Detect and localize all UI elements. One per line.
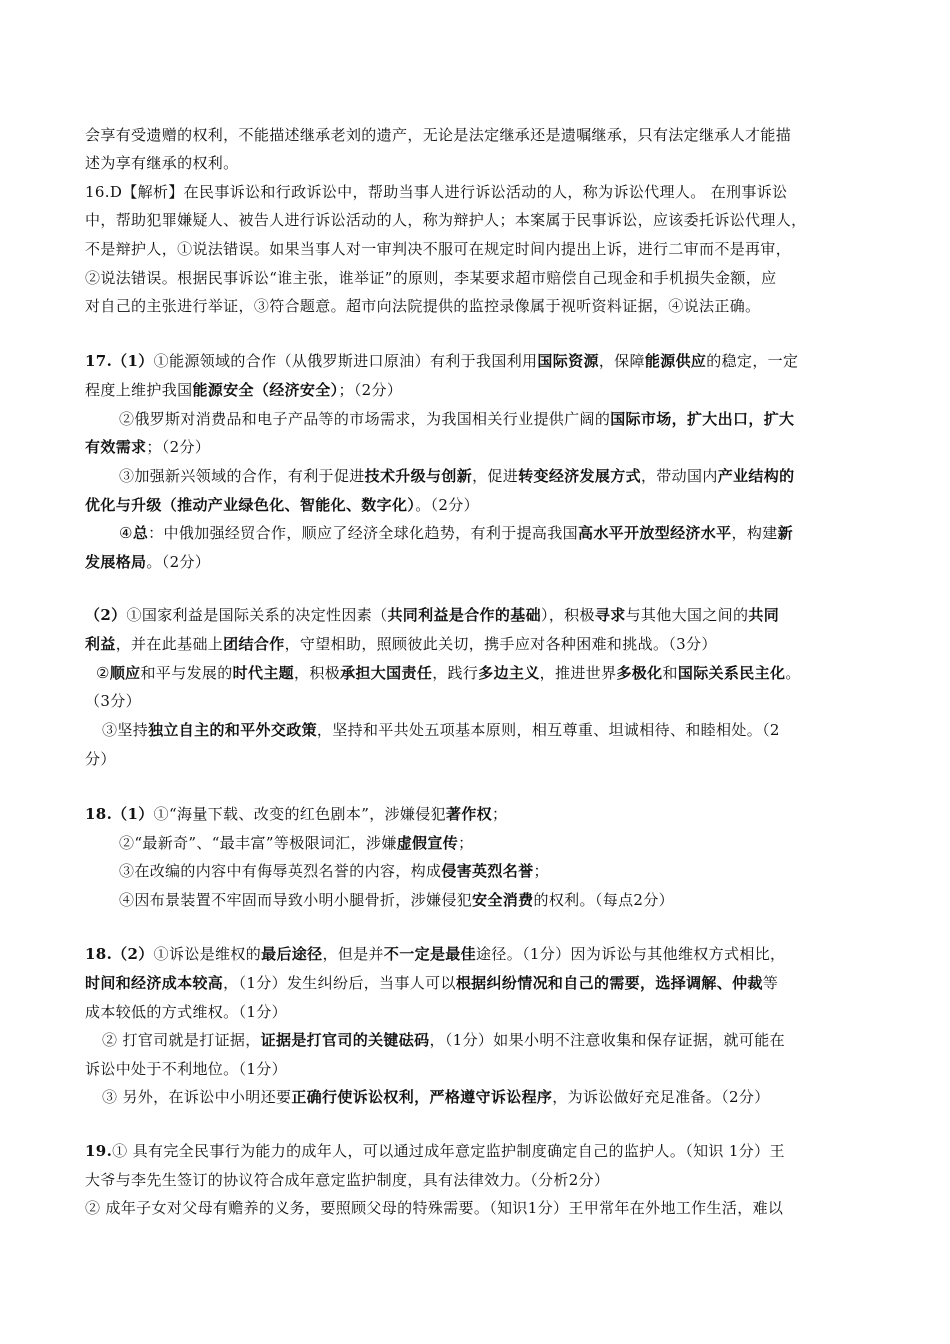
text-segment: 会享有受遗赠的权利，不能描述继承老刘的遗产，无论是法定继承还是遗嘱继承，只有法定继承人才能描 bbox=[85, 126, 792, 144]
text-segment: ④因布景装置不牢固而导致小明小腿骨折，涉嫌侵犯 bbox=[119, 891, 473, 909]
text-segment: ③ 另外，在诉讼中小明还要 bbox=[102, 1088, 292, 1106]
text-segment: ③加强新兴领域的合作，有利于促进 bbox=[119, 467, 365, 485]
text-segment: ②说法错误。根据民事诉讼“谁主张，谁举证”的原则，李某要求超市赔偿自己现金和手机损失金额，应 bbox=[85, 269, 777, 287]
bold-keyword: 17.（1） bbox=[85, 352, 154, 370]
text-segment: ，推进世界 bbox=[539, 664, 617, 682]
text-line bbox=[102, 720, 780, 740]
text-line bbox=[119, 409, 794, 429]
bold-keyword: 19. bbox=[85, 1142, 113, 1160]
text-segment: 不是辩护人，①说法错误。如果当事人对一审判决不服可在规定时间内提出上诉，进行二审而不是再审， bbox=[85, 240, 792, 258]
text-line bbox=[85, 634, 717, 654]
text-segment: ； bbox=[492, 805, 508, 823]
text-segment: 和平与发展的 bbox=[140, 664, 233, 682]
text-line bbox=[119, 523, 793, 543]
text-segment: 与其他大国之间的 bbox=[625, 606, 749, 624]
text-segment: ①能源领域的合作（从俄罗斯进口原油）有利于我国利用 bbox=[153, 352, 538, 370]
bold-keyword: 时间和经济成本较高 bbox=[85, 974, 224, 992]
text-line bbox=[85, 1141, 785, 1161]
text-line bbox=[85, 691, 141, 711]
text-segment: ； bbox=[533, 862, 549, 880]
bold-keyword: （2） bbox=[85, 606, 127, 624]
text-line bbox=[85, 380, 402, 400]
bold-keyword: 顺应 bbox=[109, 664, 141, 682]
bold-keyword: 共同利益是合作的基础 bbox=[387, 606, 541, 624]
bold-keyword: 安全消费 bbox=[472, 891, 534, 909]
bold-keyword: 总 bbox=[132, 524, 149, 542]
bold-keyword: 技术升级与创新 bbox=[364, 467, 473, 485]
text-line bbox=[85, 210, 806, 230]
bold-keyword: 侵害英烈名誉 bbox=[441, 862, 534, 880]
bold-keyword: 承担大国责任 bbox=[340, 664, 433, 682]
text-line bbox=[102, 1030, 785, 1050]
text-line bbox=[85, 153, 239, 173]
text-line bbox=[85, 804, 507, 824]
bold-keyword: 不一定是最佳 bbox=[383, 945, 477, 963]
text-line bbox=[119, 466, 794, 486]
text-segment: 诉讼中处于不利地位。（1分） bbox=[85, 1060, 287, 1078]
text-segment: ，促进 bbox=[472, 467, 519, 485]
text-segment: ，坚持和平共处五项基本原则，相互尊重、坦诚相待、和睦相处。（2 bbox=[316, 721, 780, 739]
bold-keyword: 最后途径 bbox=[261, 945, 323, 963]
bold-keyword: 18.（2） bbox=[85, 945, 154, 963]
bold-keyword: 国际市场，扩大出口，扩大 bbox=[610, 410, 795, 428]
text-segment: （3分） bbox=[85, 692, 141, 710]
text-line bbox=[85, 495, 479, 515]
text-line bbox=[85, 1170, 609, 1190]
bold-keyword: 高水平开放型经济水平 bbox=[577, 524, 732, 542]
bold-keyword: 新 bbox=[777, 524, 793, 542]
text-line bbox=[85, 944, 785, 964]
text-segment: 。 bbox=[785, 664, 801, 682]
text-segment: ，（1分）如果小明不注意收集和保存证据，就可能在 bbox=[429, 1031, 785, 1049]
text-segment: ② bbox=[96, 664, 110, 682]
text-segment: 和 bbox=[662, 664, 678, 682]
text-segment: ，保障 bbox=[598, 352, 645, 370]
text-segment: ②“最新奇”、“最丰富”等极限词汇，涉嫌 bbox=[119, 834, 397, 852]
bold-keyword: 有效需求 bbox=[85, 438, 147, 456]
bold-keyword: 团结合作 bbox=[223, 635, 285, 653]
bold-keyword: 虚假宣传 bbox=[396, 834, 459, 852]
bold-keyword: 产业结构的 bbox=[717, 467, 795, 485]
text-segment: ；（2分） bbox=[146, 438, 211, 456]
text-segment: ②俄罗斯对消费品和电子产品等的市场需求，为我国相关行业提供广阔的 bbox=[119, 410, 611, 428]
bold-keyword: 根据纠纷情况和自己的需要，选择调解、仲裁 bbox=[455, 974, 763, 992]
text-segment: ，积极 bbox=[294, 664, 341, 682]
text-segment: 大爷与李先生签订的协议符合成年意定监护制度，具有法律效力。（分析2分） bbox=[85, 1171, 610, 1189]
text-line bbox=[119, 890, 674, 910]
text-segment: ，为诉讼做好充足准备。（2分） bbox=[552, 1088, 770, 1106]
bold-keyword: 能源安全（经济安全） bbox=[192, 381, 339, 399]
bold-keyword: 转变经济发展方式 bbox=[518, 467, 641, 485]
text-segment: ①国家利益是国际关系的决定性因素（ bbox=[126, 606, 388, 624]
text-segment: ①“海量下载、改变的红色剧本”，涉嫌侵犯 bbox=[153, 805, 446, 823]
text-line bbox=[85, 1002, 287, 1022]
text-segment: ④ bbox=[119, 524, 133, 542]
text-line bbox=[119, 861, 549, 881]
text-segment: ，践行 bbox=[432, 664, 479, 682]
text-segment: 述为享有继承的权利。 bbox=[85, 154, 239, 172]
bold-keyword: 发展格局 bbox=[85, 553, 147, 571]
bold-keyword: 寻求 bbox=[594, 606, 626, 624]
bold-keyword: 时代主题 bbox=[232, 664, 295, 682]
text-line bbox=[85, 296, 760, 316]
bold-keyword: 正确行使诉讼权利，严格遵守诉讼程序 bbox=[291, 1088, 553, 1106]
text-line bbox=[85, 552, 210, 572]
text-line bbox=[119, 833, 473, 853]
text-segment: ，守望相助，照顾彼此关切，携手应对各种困难和挑战。（3分） bbox=[284, 635, 717, 653]
bold-keyword: 证据是打官司的关键砝码 bbox=[260, 1031, 430, 1049]
text-line bbox=[85, 605, 779, 625]
bold-keyword: 能源供应 bbox=[644, 352, 707, 370]
bold-keyword: 多极化 bbox=[616, 664, 663, 682]
text-segment: 分） bbox=[85, 750, 116, 768]
text-segment: ，构建 bbox=[731, 524, 778, 542]
bold-keyword: 优化与升级（推动产业绿色化、智能化、数字化） bbox=[85, 496, 416, 514]
text-line bbox=[96, 663, 801, 683]
text-segment: ① 具有完全民事行为能力的成年人，可以通过成年意定监护制度确定自己的监护人。（知识 1分）王 bbox=[112, 1142, 785, 1160]
text-line bbox=[102, 1087, 770, 1107]
text-segment: 对自己的主张进行举证，③符合题意。超市向法院提供的监控录像属于视听资料证据，④说法正确。 bbox=[85, 297, 761, 315]
text-segment: ； bbox=[458, 834, 474, 852]
bold-keyword: 独立自主的和平外交政策 bbox=[148, 721, 317, 739]
bold-keyword: 著作权 bbox=[445, 805, 493, 823]
text-line bbox=[85, 182, 787, 202]
text-segment: 途径。（1分）因为诉讼与其他维权方式相比， bbox=[476, 945, 786, 963]
bold-keyword: 利益 bbox=[85, 635, 116, 653]
text-segment: 程度上维护我国 bbox=[85, 381, 193, 399]
text-segment: 。（2分） bbox=[415, 496, 479, 514]
text-segment: ①诉讼是维权的 bbox=[153, 945, 262, 963]
text-line bbox=[85, 351, 798, 371]
bold-keyword: 多边主义 bbox=[478, 664, 540, 682]
text-segment: 成本较低的方式维权。（1分） bbox=[85, 1003, 287, 1021]
text-line bbox=[85, 1059, 287, 1079]
text-segment: 中，帮助犯罪嫌疑人、被告人进行诉讼活动的人，称为辩护人；本案属于民事诉讼，应该委托诉讼代理人， bbox=[85, 211, 807, 229]
text-line bbox=[85, 268, 776, 288]
bold-keyword: 共同 bbox=[748, 606, 780, 624]
text-segment: ，带动国内 bbox=[640, 467, 718, 485]
text-segment: ），积极 bbox=[540, 606, 595, 624]
text-line bbox=[85, 749, 116, 769]
text-line bbox=[85, 973, 778, 993]
text-segment: ② 打官司就是打证据， bbox=[102, 1031, 261, 1049]
bold-keyword: 国际关系民主化 bbox=[677, 664, 786, 682]
text-line bbox=[85, 239, 791, 259]
text-segment: ，但是并 bbox=[322, 945, 384, 963]
text-segment: 。（2分） bbox=[146, 553, 211, 571]
text-line bbox=[85, 437, 210, 457]
text-segment: ，并在此基础上 bbox=[115, 635, 224, 653]
text-segment: 16.D【解析】在民事诉讼和行政诉讼中，帮助当事人进行诉讼活动的人，称为诉讼代理人。 在刑事诉讼 bbox=[85, 183, 788, 201]
bold-keyword: 18.（1） bbox=[85, 805, 154, 823]
bold-keyword: 国际资源 bbox=[537, 352, 599, 370]
text-line bbox=[85, 1198, 783, 1218]
text-segment: ③坚持 bbox=[102, 721, 149, 739]
text-segment: 的稳定，一定 bbox=[706, 352, 799, 370]
text-segment: ；（2分） bbox=[338, 381, 403, 399]
text-segment: ② 成年子女对父母有赡养的义务，要照顾父母的特殊需要。（知识1分）王甲常年在外地工作生活，难以 bbox=[85, 1199, 784, 1217]
text-line bbox=[85, 125, 791, 145]
text-segment: 等 bbox=[762, 974, 779, 992]
text-segment: ：中俄加强经贸合作，顺应了经济全球化趋势，有利于提高我国 bbox=[148, 524, 578, 542]
text-segment: 的权利。（每点2分） bbox=[533, 891, 675, 909]
text-segment: ，（1分）发生纠纷后，当事人可以 bbox=[223, 974, 456, 992]
text-segment: ③在改编的内容中有侮辱英烈名誉的内容，构成 bbox=[119, 862, 442, 880]
